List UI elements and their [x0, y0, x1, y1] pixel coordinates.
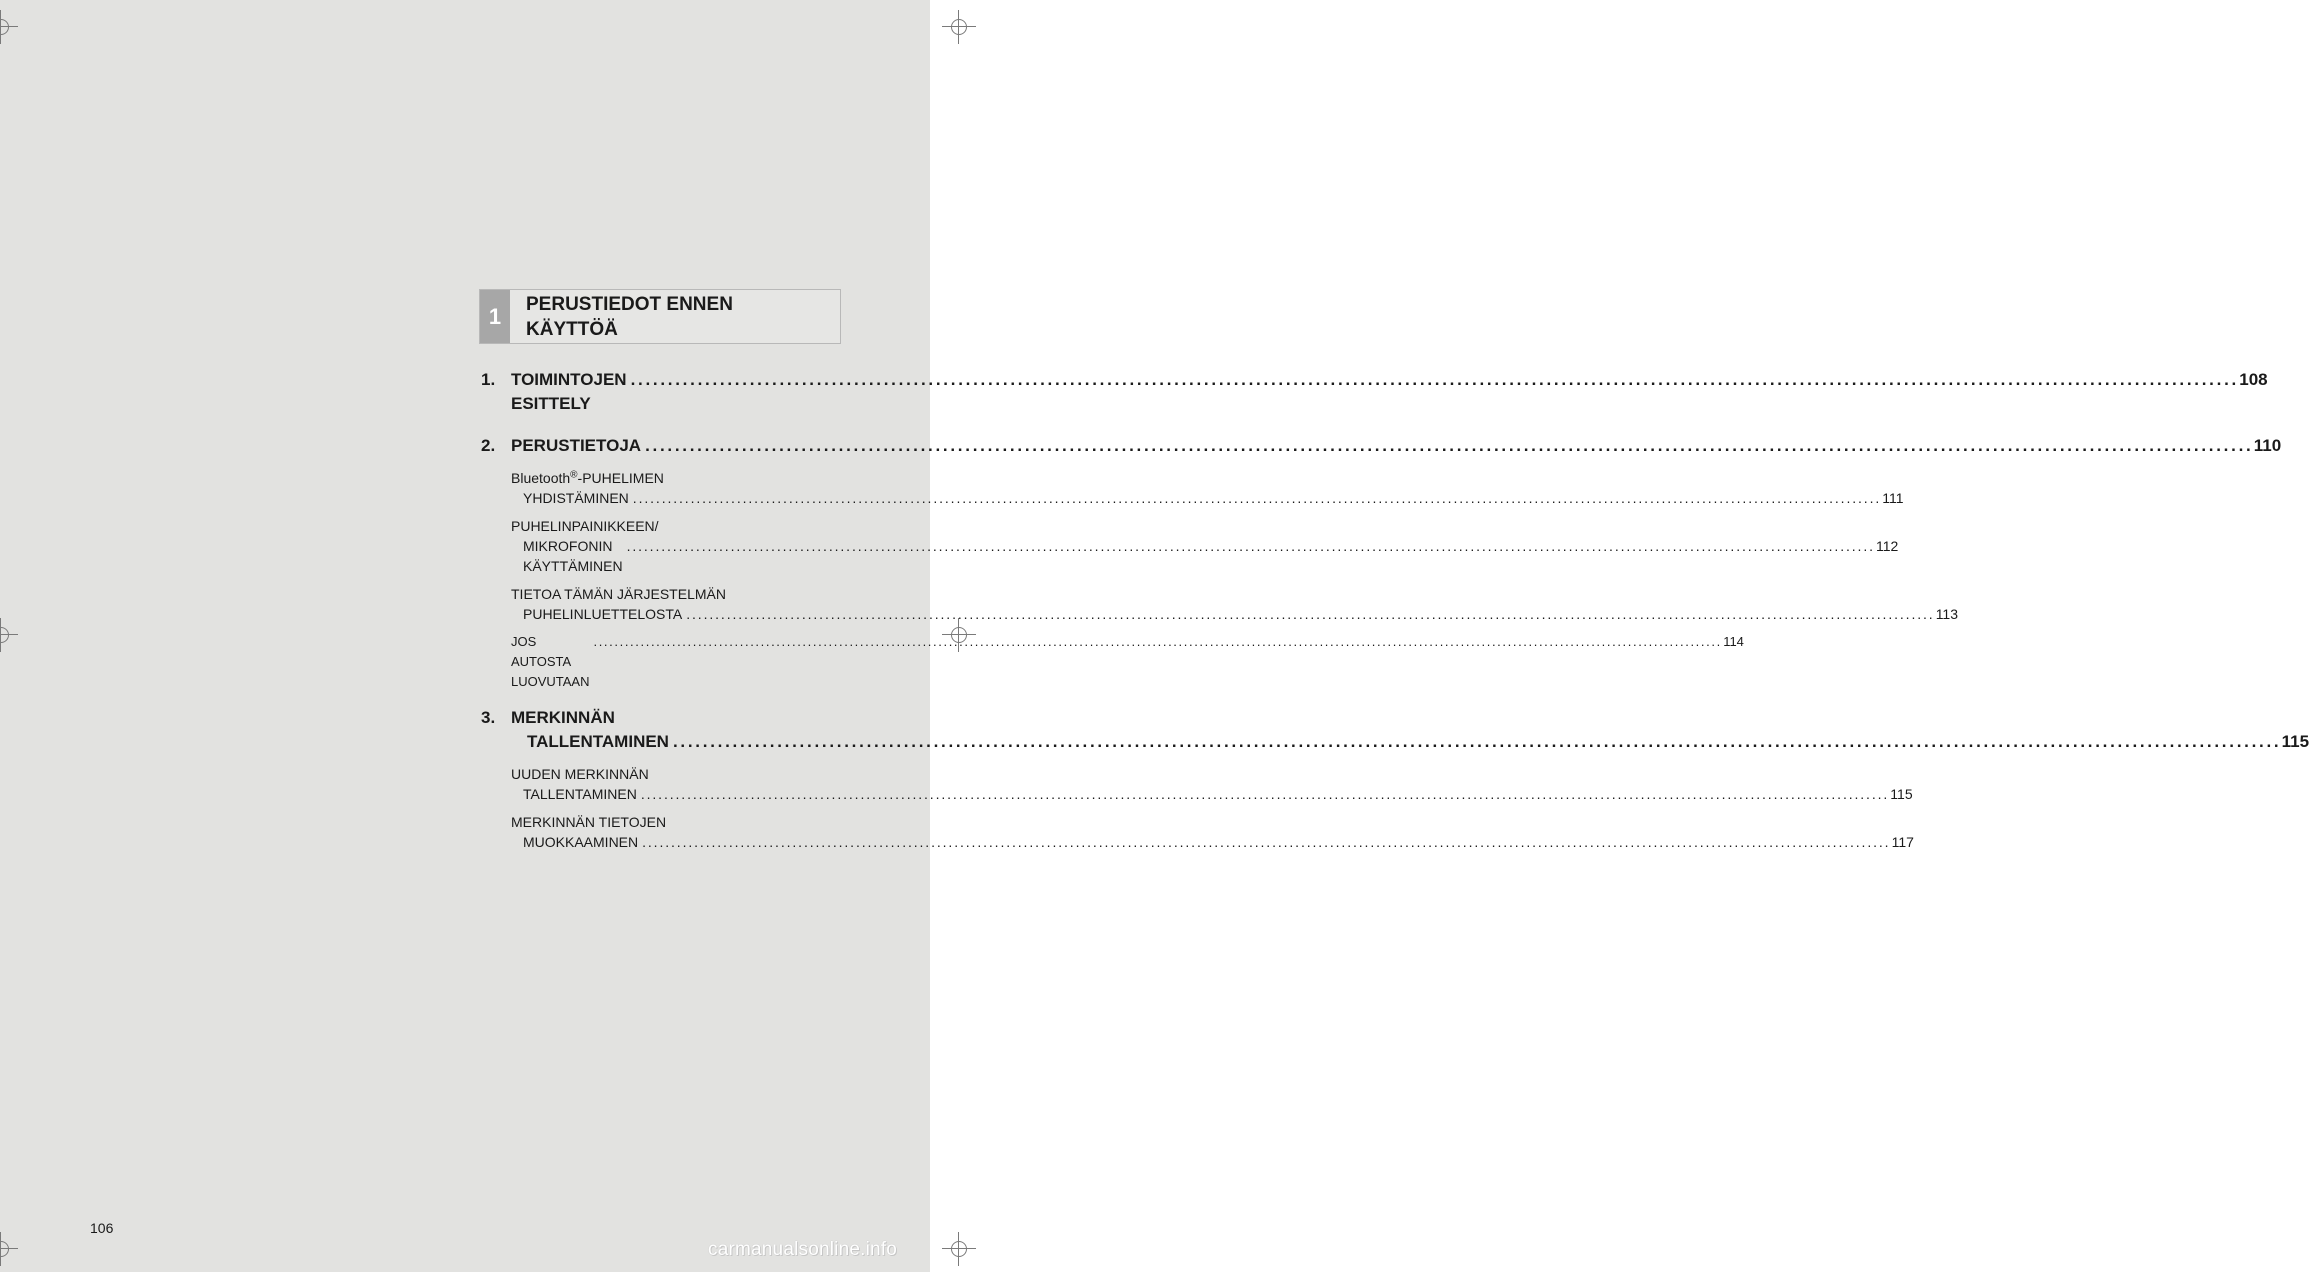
- subentry-line1: MERKINNÄN TIETOJEN: [511, 814, 667, 830]
- crop-mark-icon: [0, 618, 18, 652]
- subentry-text: JOS AUTOSTA LUOVUTAAN: [511, 634, 590, 689]
- page-number: 106: [90, 1220, 114, 1236]
- toc-entry-title-line1: MERKINNÄN: [511, 708, 615, 727]
- leader-dots: [631, 368, 2236, 392]
- subentry-text: PUHELINLUETTELOSTA: [523, 606, 683, 622]
- toc-entry-merkinnan-tallentaminen[interactable]: [481, 706, 2309, 754]
- subentry-text: MIKROFONIN KÄYTTÄMINEN: [523, 538, 623, 574]
- toc-entry-page: 115: [2281, 732, 2309, 751]
- toc-subentry-jos-autosta-luovutaan[interactable]: [511, 632, 1744, 692]
- toc-subentries: [511, 764, 1914, 852]
- chapter-title-line1: PERUSTIEDOT ENNEN: [526, 294, 733, 315]
- chapter-title: [510, 290, 733, 343]
- toc-subentry-uuden-merkinnan[interactable]: [511, 764, 1913, 804]
- toc-entry-toimintojen-esittely[interactable]: [481, 368, 2268, 416]
- chapter-header: [479, 289, 841, 344]
- subentry-line2: [511, 832, 1914, 852]
- toc-entry-title: TOIMINTOJEN ESITTELY: [511, 370, 627, 413]
- subentry-line1: UUDEN MERKINNÄN: [511, 766, 649, 782]
- toc-entry-number: 1.: [481, 370, 496, 389]
- leader-dots: [642, 832, 1887, 852]
- subentry-line2: [511, 604, 1959, 624]
- toc-subentry-mikrofonin-kayttaminen[interactable]: [511, 516, 1899, 576]
- leader-dots: [593, 632, 1719, 652]
- toc-entry-perustietoja[interactable]: [481, 434, 2282, 458]
- toc-entry-page: 108: [2239, 370, 2268, 389]
- crop-mark-icon: [942, 1232, 976, 1266]
- subentry-page: 111: [1882, 490, 1904, 506]
- watermark: carmanualsonline.info: [708, 1239, 898, 1260]
- subentry-line1: PUHELINPAINIKKEEN/: [511, 518, 659, 534]
- subentry-line2: [511, 536, 1899, 576]
- subentry-line2: [511, 784, 1913, 804]
- leader-dots: [633, 488, 1878, 508]
- leader-dots: [686, 604, 1931, 624]
- subentry-line1: [511, 468, 838, 488]
- toc-entry-page: 110: [2253, 436, 2282, 455]
- subentry-page: 114: [1723, 634, 1744, 649]
- leader-dots: [641, 784, 1886, 804]
- toc-subentry-puhelinluettelosta[interactable]: [511, 584, 1959, 624]
- toc-entry-title-line2: TALLENTAMINEN: [527, 732, 669, 751]
- chapter-title-line2: KÄYTTÖÄ: [526, 319, 618, 340]
- toc-subentry-tietojen-muokkaaminen[interactable]: [511, 812, 1914, 852]
- toc-entry-number: 2.: [481, 436, 496, 455]
- subentry-page: 113: [1935, 606, 1959, 622]
- crop-mark-icon: [942, 10, 976, 44]
- subentry-text: TALLENTAMINEN: [523, 786, 637, 802]
- crop-mark-icon: [0, 10, 18, 44]
- subentry-text: YHDISTÄMINEN: [523, 490, 629, 506]
- subentry-page: 117: [1891, 834, 1914, 850]
- toc-entry-title-line2-row: [511, 730, 2309, 754]
- toc-entry-title: PERUSTIETOJA: [511, 436, 642, 455]
- subentry-text: MUOKKAAMINEN: [523, 834, 639, 850]
- subentry-text: Bluetooth: [511, 470, 571, 486]
- subentry-line1: TIETOA TÄMÄN JÄRJESTELMÄN: [511, 586, 726, 602]
- toc-entry-number: 3.: [481, 708, 496, 727]
- crop-mark-icon: [0, 1232, 18, 1266]
- toc-subentry-bluetooth-yhdistaminen[interactable]: [511, 468, 1904, 508]
- subentry-text: -PUHELIMEN: [577, 470, 664, 486]
- subentry-line2: [511, 488, 1904, 508]
- leader-dots: [645, 434, 2250, 458]
- registered-mark: ®: [570, 469, 578, 481]
- leader-dots: [627, 536, 1872, 556]
- toc-subentries: [511, 468, 1959, 692]
- chapter-number: 1: [480, 290, 510, 343]
- leader-dots: [673, 730, 2278, 754]
- subentry-page: 112: [1876, 538, 1899, 554]
- table-of-contents: [481, 368, 2309, 866]
- subentry-page: 115: [1890, 786, 1913, 802]
